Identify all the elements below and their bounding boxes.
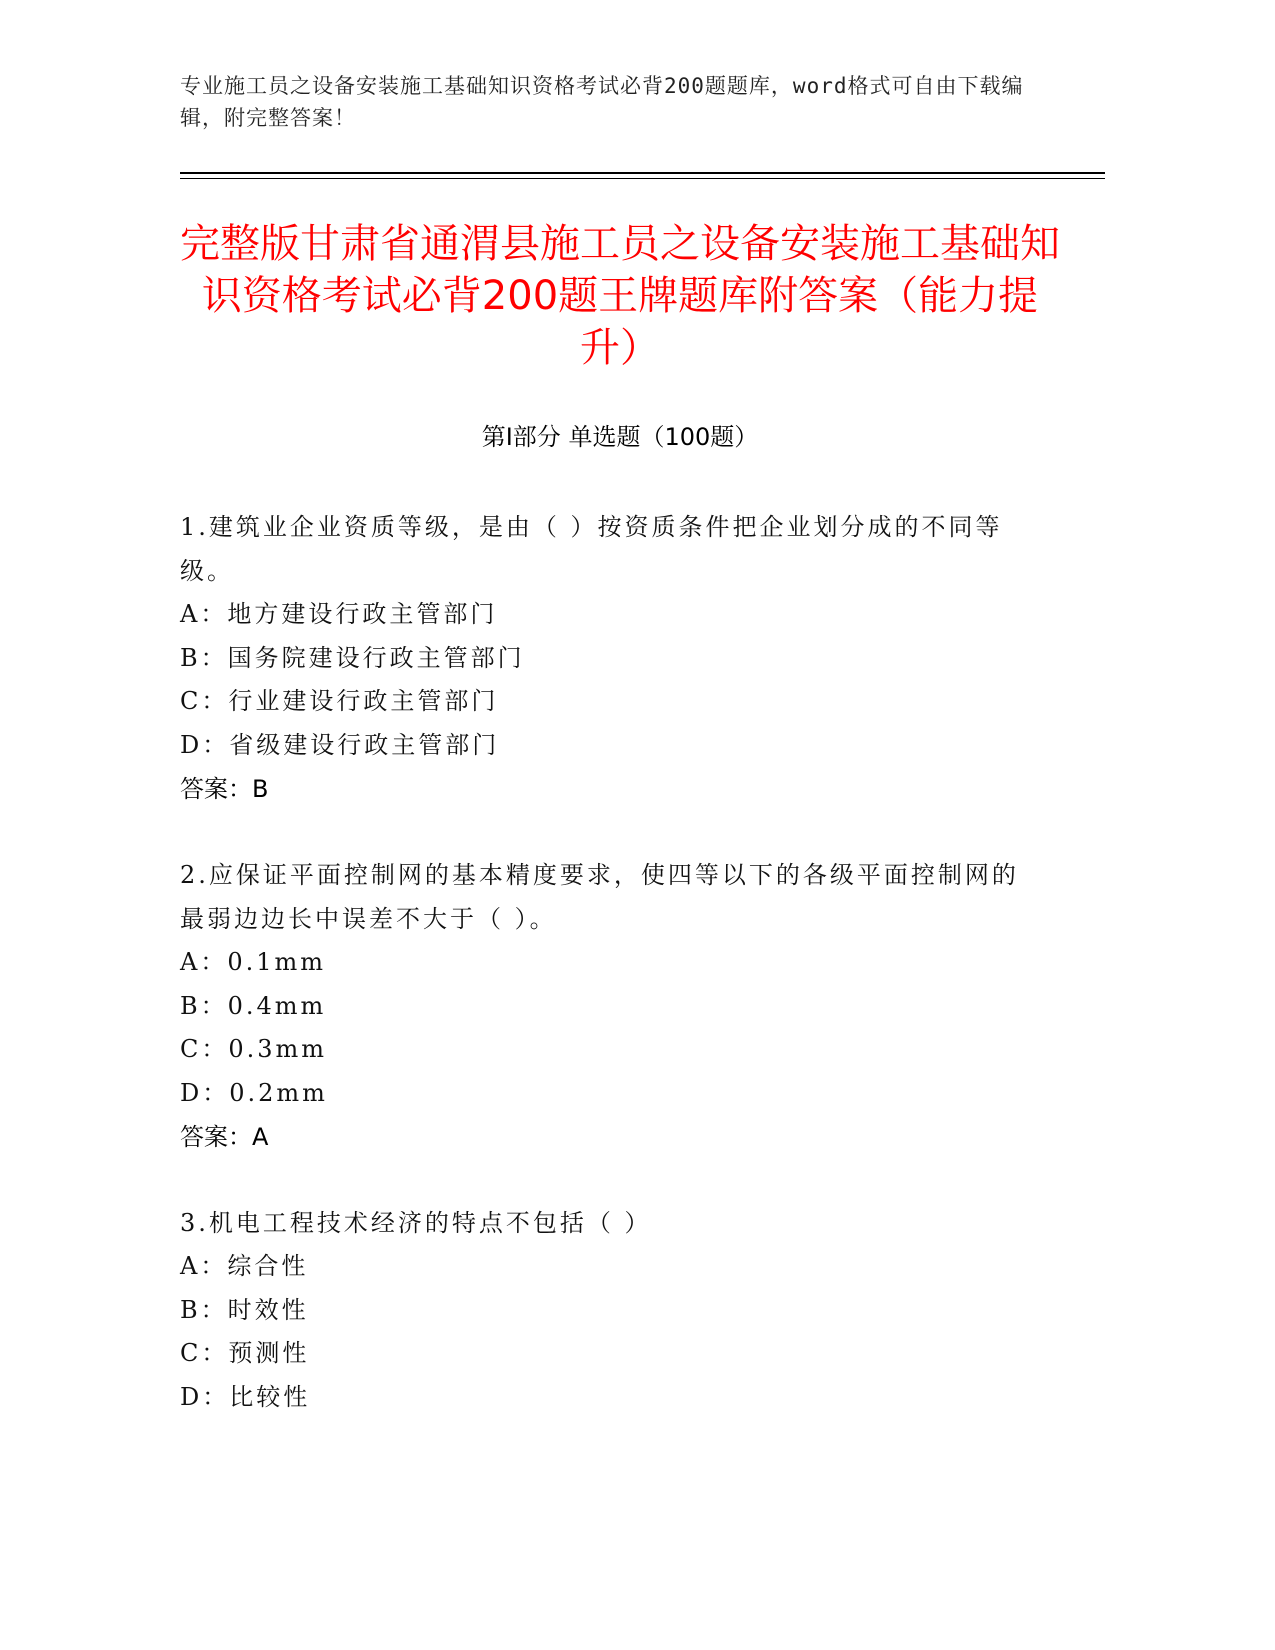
question-1	[180, 505, 1040, 811]
header-divider-thick	[180, 172, 1105, 174]
header-divider-thin	[180, 178, 1105, 179]
document-title: 完整版甘肃省通渭县施工员之设备安装施工基础知识资格考试必背200题王牌题库附答案（能力提升）	[180, 221, 1060, 371]
option-a: A：综合性	[180, 1252, 309, 1280]
question-stem: 3.机电工程技术经济的特点不包括（ ）	[180, 1209, 652, 1237]
option-a: A：地方建设行政主管部门	[180, 600, 498, 628]
option-a: A：0.1mm	[180, 948, 327, 976]
answer-line: 答案：B	[180, 775, 269, 803]
question-stem: 2.应保证平面控制网的基本精度要求，使四等以下的各级平面控制网的最弱边边长中误差不大于（ ）。	[180, 861, 1019, 933]
option-c: C：预测性	[180, 1339, 310, 1367]
answer-line: 答案：A	[180, 1123, 269, 1151]
option-b: B：时效性	[180, 1295, 309, 1324]
header-note: 专业施工员之设备安装施工基础知识资格考试必背200题题库，word格式可自由下载编辑，附完整答案！	[180, 74, 1024, 130]
option-b: B：国务院建设行政主管部门	[180, 643, 525, 672]
question-2	[180, 853, 1040, 1159]
option-d: D：0.2mm	[180, 1078, 328, 1107]
question-stem: 1.建筑业企业资质等级，是由（ ）按资质条件把企业划分成的不同等级。	[180, 513, 1003, 585]
option-d: D：省级建设行政主管部门	[180, 730, 500, 759]
option-d: D：比较性	[180, 1382, 311, 1411]
question-3	[180, 1201, 1040, 1419]
option-c: C：0.3mm	[180, 1035, 328, 1063]
question-list	[180, 505, 1040, 1461]
section-title: 第I部分 单选题（100题）	[481, 423, 759, 451]
option-c: C：行业建设行政主管部门	[180, 687, 499, 715]
option-b: B：0.4mm	[180, 991, 327, 1020]
